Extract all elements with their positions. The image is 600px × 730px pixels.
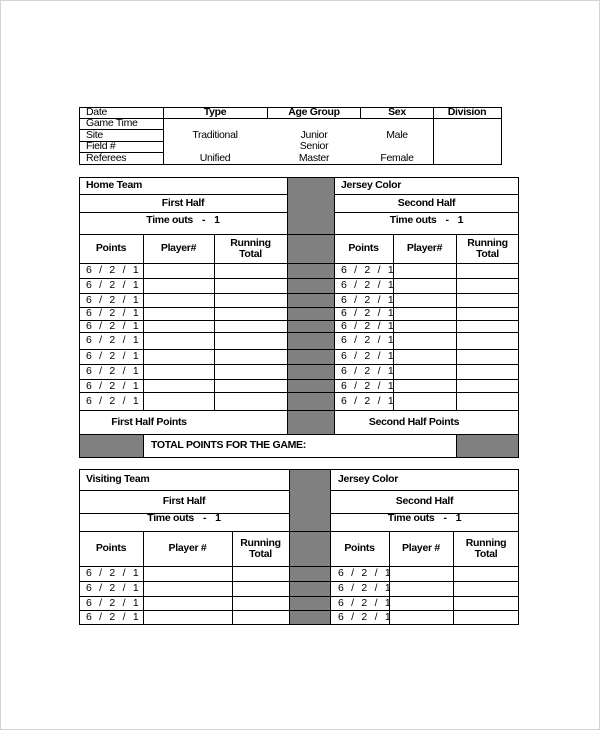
timeouts-label: Time outs (146, 213, 193, 226)
row-line (79, 263, 519, 264)
row-line (79, 320, 519, 321)
player-column-header: Player # (402, 542, 440, 554)
timeouts-separator: - (445, 213, 449, 226)
col-line (456, 434, 457, 457)
type-header: Type (203, 106, 227, 118)
row-line (79, 278, 519, 279)
total-label: Total (474, 547, 498, 560)
running-total-column-header (453, 531, 519, 566)
points-cell: 6 / 2 / 1 (86, 582, 140, 594)
first-half-heading: First Half (162, 495, 206, 507)
points-cell: 6 / 2 / 1 (86, 597, 140, 609)
running-total-column-header (214, 234, 287, 263)
points-cell: 6 / 2 / 1 (86, 365, 140, 377)
row-line (79, 434, 519, 435)
col-line (143, 434, 144, 457)
timeouts-label: Time outs (387, 511, 435, 524)
home-second-timeouts (334, 212, 519, 228)
points-cell: 6 / 2 / 1 (341, 320, 395, 332)
total-label: Total (476, 247, 499, 260)
col-line (433, 107, 434, 165)
running-label: Running (467, 236, 508, 249)
row-line (79, 293, 519, 294)
points-column-header: Points (348, 242, 379, 254)
points-cell: 6 / 2 / 1 (86, 395, 140, 407)
points-column-header: Points (344, 542, 375, 554)
points-cell: 6 / 2 / 1 (341, 395, 395, 407)
row-line (79, 307, 519, 308)
points-cell: 6 / 2 / 1 (86, 380, 140, 392)
timeouts-separator: - (201, 213, 206, 226)
points-cell: 6 / 2 / 1 (341, 380, 395, 392)
total-label: Total (239, 247, 262, 260)
total-points-label: TOTAL POINTS FOR THE GAME: (151, 439, 306, 451)
info-header-line (79, 118, 502, 119)
visiting-team-label: Visiting Team (86, 473, 150, 485)
points-cell: 6 / 2 / 1 (86, 611, 140, 623)
visiting-second-timeouts (330, 511, 519, 525)
points-cell: 6 / 2 / 1 (341, 334, 395, 346)
points-cell: 6 / 2 / 1 (341, 365, 395, 377)
age-option-master: Master (298, 152, 330, 164)
points-cell: 6 / 2 / 1 (341, 307, 395, 319)
timeouts-value: 1 (455, 511, 462, 524)
player-column-header: Player# (160, 242, 197, 254)
timeouts-value: 1 (215, 511, 221, 524)
row-line (79, 349, 519, 350)
timeouts-value: 1 (457, 213, 464, 226)
points-cell: 6 / 2 / 1 (86, 320, 140, 332)
second-half-heading: Second Half (397, 196, 456, 209)
points-cell: 6 / 2 / 1 (338, 597, 392, 609)
player-column-header: Player # (168, 542, 207, 554)
site-label: Site (86, 129, 103, 141)
type-option-unified: Unified (199, 152, 231, 164)
row-line (79, 364, 519, 365)
points-column-header: Points (95, 542, 127, 554)
points-cell: 6 / 2 / 1 (341, 350, 395, 362)
row-line (79, 332, 519, 333)
points-column-header: Points (95, 242, 127, 254)
total-label: Total (249, 547, 272, 560)
sex-option-male: Male (386, 129, 408, 141)
points-cell: 6 / 2 / 1 (86, 279, 140, 291)
running-label: Running (465, 536, 507, 549)
sex-option-female: Female (380, 152, 414, 164)
timeouts-separator: - (443, 511, 447, 524)
player-column-header: Player# (406, 242, 443, 254)
timeouts-label: Time outs (389, 213, 437, 226)
row-line (79, 392, 519, 393)
points-cell: 6 / 2 / 1 (86, 294, 140, 306)
date-label: Date (86, 106, 107, 118)
points-cell: 6 / 2 / 1 (86, 307, 140, 319)
running-label: Running (230, 236, 271, 249)
age-option-senior: Senior (299, 140, 329, 152)
points-cell: 6 / 2 / 1 (341, 279, 395, 291)
running-total-column-header (456, 234, 519, 263)
points-cell: 6 / 2 / 1 (341, 294, 395, 306)
running-label: Running (240, 536, 281, 549)
field-label: Field # (86, 140, 116, 152)
col-line (289, 469, 290, 625)
col-line (163, 107, 164, 165)
points-cell: 6 / 2 / 1 (86, 567, 140, 579)
points-cell: 6 / 2 / 1 (86, 334, 140, 346)
home-first-timeouts (79, 212, 287, 228)
home-team-label: Home Team (86, 179, 143, 191)
points-cell: 6 / 2 / 1 (86, 350, 140, 362)
timeouts-label: Time outs (147, 511, 194, 524)
first-half-points-label: First Half Points (111, 415, 187, 428)
points-cell: 6 / 2 / 1 (338, 582, 392, 594)
sex-header: Sex (388, 106, 406, 118)
points-cell: 6 / 2 / 1 (338, 611, 392, 623)
age-option-junior: Junior (300, 129, 328, 141)
timeouts-value: 1 (214, 213, 220, 226)
referees-label: Referees (86, 152, 127, 164)
age-group-header: Age Group (288, 106, 340, 118)
game-time-label: Game Time (86, 117, 138, 129)
running-total-column-header (232, 531, 289, 566)
points-cell: 6 / 2 / 1 (338, 567, 392, 579)
second-half-heading: Second Half (395, 495, 454, 507)
col-line (287, 177, 288, 434)
home-jersey-color-label: Jersey Color (341, 179, 402, 191)
second-half-points-label: Second Half Points (368, 415, 460, 428)
first-half-heading: First Half (161, 196, 205, 209)
points-cell: 6 / 2 / 1 (86, 264, 140, 276)
visiting-jersey-color-label: Jersey Color (338, 473, 399, 485)
row-line (79, 379, 519, 380)
col-line (267, 107, 268, 118)
col-line (360, 107, 361, 118)
timeouts-separator: - (202, 511, 207, 524)
points-cell: 6 / 2 / 1 (341, 264, 395, 276)
visiting-first-timeouts (79, 511, 289, 525)
division-header: Division (447, 106, 487, 118)
type-option-traditional: Traditional (192, 129, 238, 141)
